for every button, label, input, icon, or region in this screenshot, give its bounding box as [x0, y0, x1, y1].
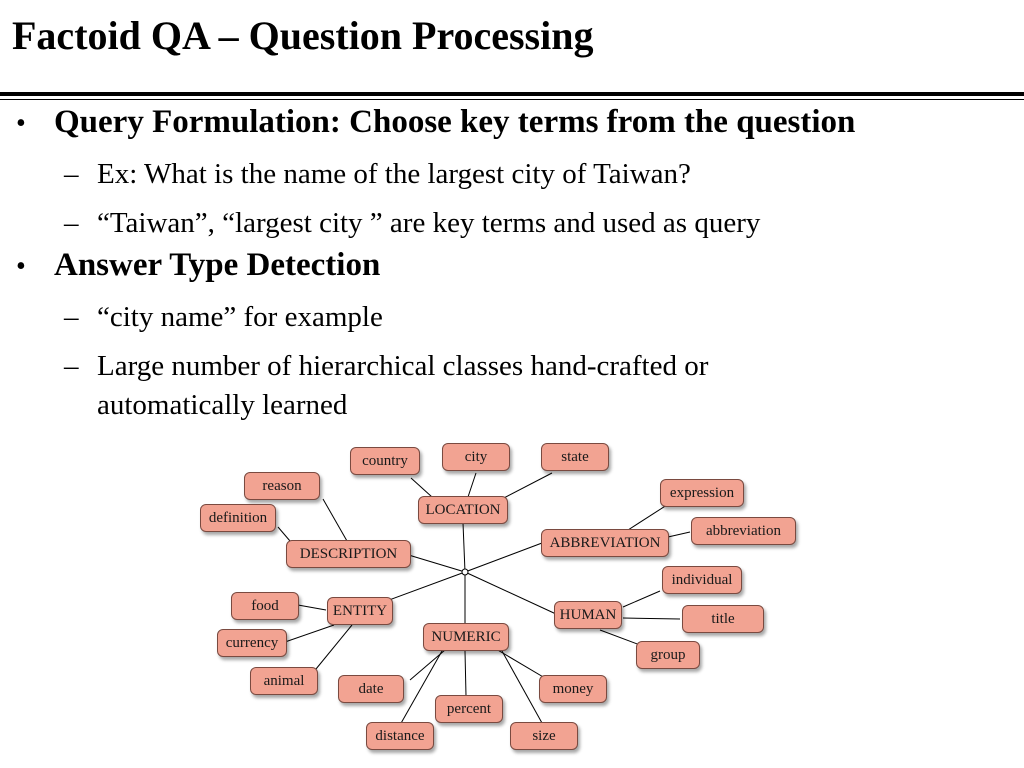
node-entity: ENTITY: [327, 597, 393, 625]
center-node-point: [462, 569, 468, 575]
edge-numeric-percent: [465, 651, 466, 696]
sub-bullet-hierarchical-classes: [64, 347, 824, 425]
node-expression: expression: [660, 479, 744, 507]
edge-entity-food: [298, 605, 326, 610]
title-rule-thin: [0, 99, 1024, 100]
sub-bullet-city-name: [64, 298, 864, 337]
bullet-answer-type-detection: [16, 247, 380, 283]
node-location: LOCATION: [418, 496, 508, 524]
node-numeric: NUMERIC: [423, 623, 509, 651]
node-distance: distance: [366, 722, 434, 750]
node-abbreviation: ABBREVIATION: [541, 529, 669, 557]
node-abbreviation-leaf: abbreviation: [691, 517, 796, 545]
edge-center-description: [402, 553, 465, 572]
node-human: HUMAN: [554, 601, 622, 629]
sub-bullet-key-terms: [64, 204, 864, 243]
answer-type-taxonomy-diagram: [180, 435, 820, 768]
edge-location-state: [500, 473, 552, 500]
bullet-marker: •: [16, 251, 26, 282]
node-size: size: [510, 722, 578, 750]
bullet-text: Answer Type Detection: [54, 247, 381, 283]
edge-entity-animal: [316, 625, 352, 669]
edge-abbreviation-abbreviation: [668, 532, 690, 537]
edge-description-definition: [278, 527, 290, 541]
node-country: country: [350, 447, 420, 475]
node-reason: reason: [244, 472, 320, 500]
node-individual: individual: [662, 566, 742, 594]
node-definition: definition: [200, 504, 276, 532]
bullet-text: Query Formulation: Choose key terms from the question: [54, 104, 856, 140]
edge-entity-currency: [285, 625, 334, 642]
edge-location-city: [468, 473, 476, 497]
slide-title: Factoid QA – Question Processing: [12, 13, 594, 58]
node-money: money: [539, 675, 607, 703]
edge-human-group: [600, 630, 640, 645]
sub-bullet-text: “Taiwan”, “largest city ” are key terms and used as query: [97, 207, 761, 239]
sub-marker: –: [64, 207, 79, 239]
title-rule-thick: [0, 92, 1024, 96]
edge-description-reason: [323, 499, 347, 541]
node-currency: currency: [217, 629, 287, 657]
edge-center-abbreviation: [465, 543, 542, 572]
bullet-query-formulation: [16, 104, 855, 140]
edge-human-title: [623, 618, 680, 619]
edge-numeric-size: [502, 651, 542, 723]
sub-bullet-text: Ex: What is the name of the largest city of Taiwan?: [97, 158, 691, 190]
sub-marker: –: [64, 301, 79, 333]
edge-human-individual: [623, 591, 660, 607]
sub-bullet-text: “city name” for example: [97, 301, 383, 333]
sub-marker: –: [64, 158, 79, 190]
bullet-marker: •: [16, 108, 26, 139]
node-title: title: [682, 605, 764, 633]
sub-bullet-example-question: [64, 155, 864, 194]
edge-location-country: [411, 478, 432, 497]
sub-bullet-text: Large number of hierarchical classes hand-crafted or automatically learned: [97, 350, 709, 422]
edge-center-human: [465, 572, 556, 614]
edge-abbreviation-expression: [628, 503, 670, 530]
node-state: state: [541, 443, 609, 471]
node-animal: animal: [250, 667, 318, 695]
node-date: date: [338, 675, 404, 703]
node-description: DESCRIPTION: [286, 540, 411, 568]
edge-center-location: [463, 523, 465, 572]
sub-marker: –: [64, 350, 79, 382]
node-city: city: [442, 443, 510, 471]
node-food: food: [231, 592, 299, 620]
node-group: group: [636, 641, 700, 669]
node-percent: percent: [435, 695, 503, 723]
